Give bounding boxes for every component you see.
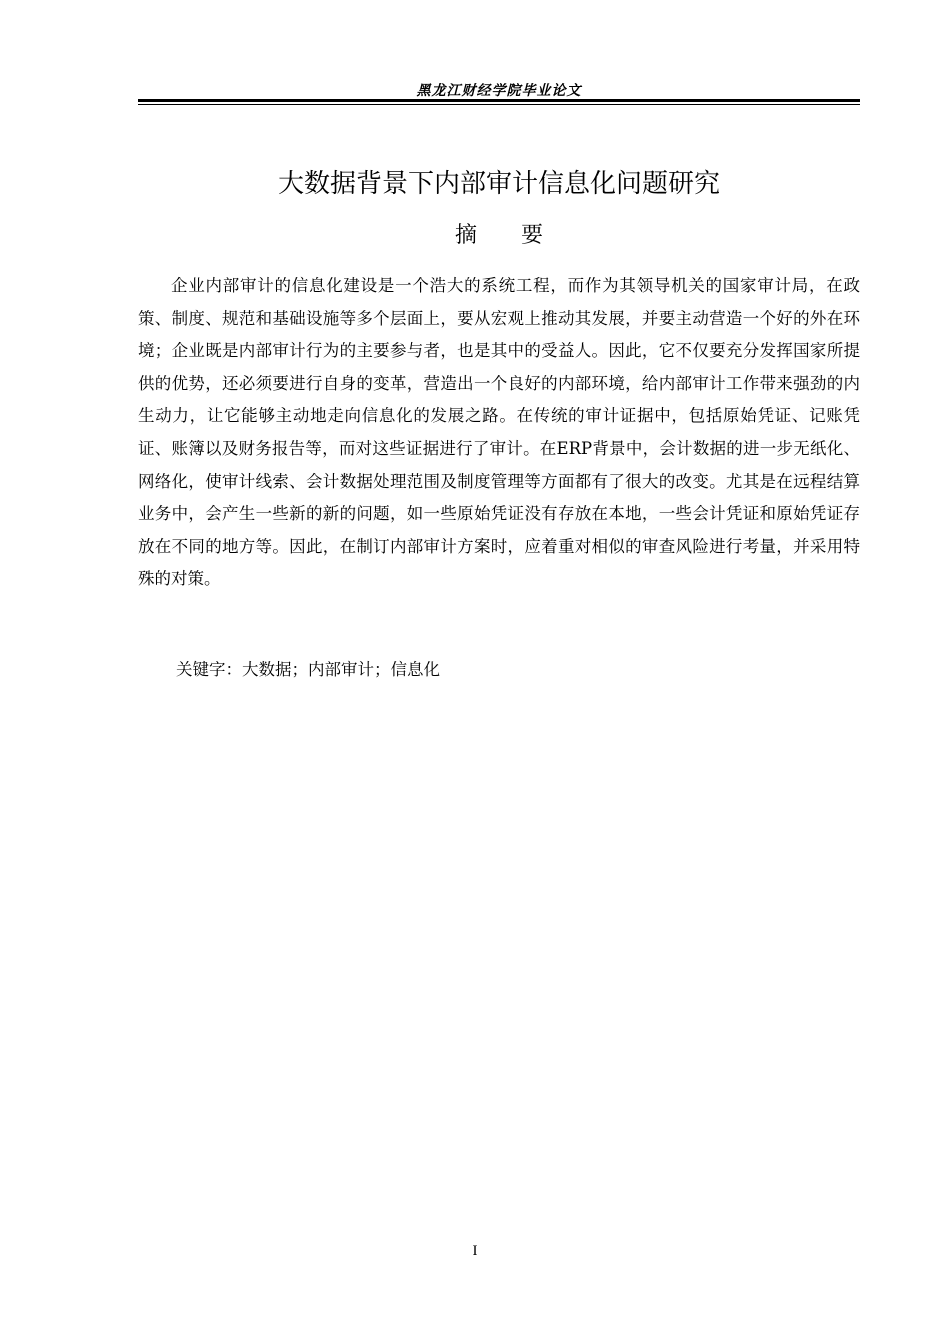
header-rule-thin: [138, 104, 860, 105]
keywords-value: 大数据；内部审计；信息化: [242, 660, 440, 679]
header-rule-thick: [138, 99, 860, 102]
abstract-body: 企业内部审计的信息化建设是一个浩大的系统工程，而作为其领导机关的国家审计局，在政策、制度、规范和基础设施等多个层面上，要从宏观上推动其发展，并要主动营造一个好的外在环境；企业既是内部审计行为的主要参与者，也是其中的受益人。因此，它不仅要充分发挥国家所提供的优势，还必须要进行自身的变革，营造出一个良好的内部环境，给内部审计工作带来强劲的内生动力，让它能够主动地走向信息化的发展之路。在传统的审计证据中，包括原始凭证、记账凭证、账簿以及财务报告等，而对这些证据进行了审计。在ERP背景中，会计数据的进一步无纸化、网络化，使审计线索、会计数据处理范围及制度管理等方面都有了很大的改变。尤其是在远程结算业务中，会产生一些新的新的问题，如一些原始凭证没有存放在本地，一些会计凭证和原始凭证存放在不同的地方等。因此，在制订内部审计方案时，应着重对相似的审查风险进行考量，并采用特殊的对策。: [138, 276, 860, 589]
keywords-line: [176, 656, 860, 680]
keywords-label: 关键字：: [176, 660, 242, 679]
running-header: 黑龙江财经学院毕业论文: [416, 83, 582, 99]
paper-title: 大数据背景下内部审计信息化问题研究: [277, 169, 720, 199]
page-number: I: [472, 1243, 478, 1259]
abstract-heading: 摘要: [454, 223, 587, 248]
